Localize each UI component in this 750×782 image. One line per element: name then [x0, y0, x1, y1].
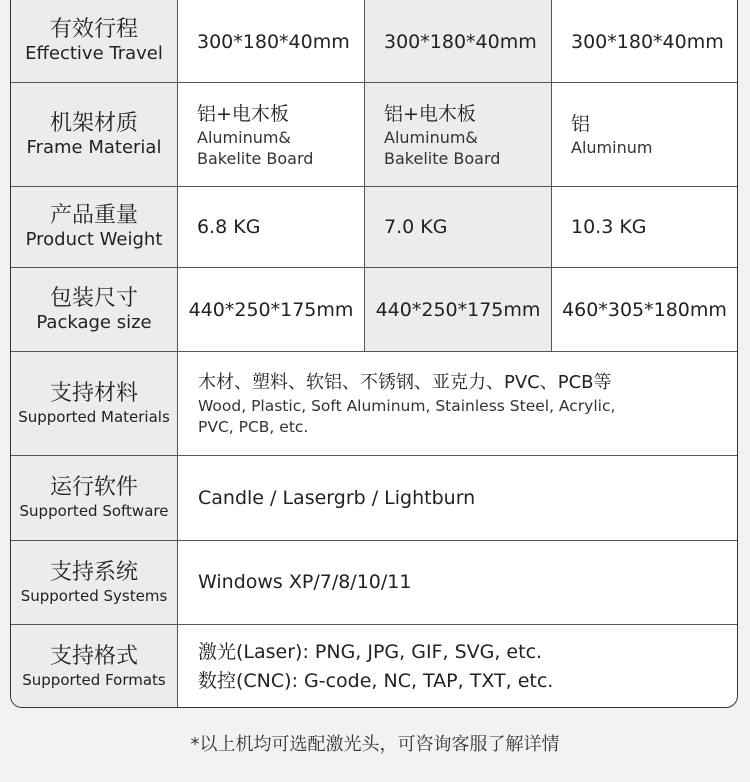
value-cell: [365, 0, 552, 82]
value-cell: [178, 0, 365, 82]
label-en: Product Weight: [25, 229, 163, 250]
materials-en: Wood, Plastic, Soft Aluminum, Stainless Steel, Acrylic,: [198, 396, 616, 415]
value-cell: [178, 625, 737, 708]
cell-en: Aluminum: [571, 138, 653, 157]
value-cell: [552, 268, 737, 351]
systems-value: Windows XP/7/8/10/11: [198, 571, 412, 593]
value-cell: [552, 83, 737, 186]
cell-text: 10.3 KG: [571, 216, 647, 238]
value-cell: [365, 83, 552, 186]
table-row: [11, 0, 737, 83]
cell-text: 300*180*40mm: [384, 30, 537, 53]
value-cell: [178, 352, 737, 455]
cell-en: Aluminum&: [384, 127, 478, 147]
label-zh: 支持格式: [49, 644, 138, 669]
row-label: [11, 625, 178, 708]
label-en: Frame Material: [26, 136, 162, 158]
label-zh: 运行软件: [49, 475, 138, 500]
label-zh: 包装尺寸: [49, 285, 138, 311]
value-cell: [178, 187, 365, 267]
row-label: [11, 187, 178, 267]
value-cell: [178, 83, 365, 186]
materials-en: PVC, PCB, etc.: [198, 417, 309, 436]
cell-text: 440*250*175mm: [188, 298, 354, 321]
cell-text: 440*250*175mm: [375, 298, 541, 321]
label-en: Supported Systems: [20, 586, 168, 605]
table-row: [11, 187, 737, 268]
footnote: *以上机均可选配激光头，可咨询客服了解详情: [190, 734, 560, 755]
value-cell: [178, 541, 737, 624]
cell-zh: 铝+电木板: [384, 102, 476, 125]
label-zh: 机架材质: [49, 110, 138, 136]
row-label: [11, 456, 178, 540]
cell-en: Bakelite Board: [384, 148, 501, 168]
table-row: [11, 456, 737, 541]
value-cell: [365, 187, 552, 267]
cell-text: 7.0 KG: [384, 216, 448, 238]
label-zh: 有效行程: [49, 16, 138, 42]
value-cell: [178, 268, 365, 351]
table-row: [11, 541, 737, 625]
cell-en: Aluminum&: [197, 127, 291, 147]
cell-en: Bakelite Board: [197, 148, 314, 168]
row-label: [11, 83, 178, 186]
label-en: Supported Formats: [22, 671, 166, 689]
row-label: [11, 541, 178, 624]
value-cell: [552, 187, 737, 267]
formats-cnc: 数控(CNC): G-code, NC, TAP, TXT, etc.: [198, 670, 554, 692]
cell-text: 6.8 KG: [197, 216, 261, 238]
label-zh: 支持材料: [49, 380, 138, 406]
label-en: Supported Software: [19, 502, 169, 520]
table-row: [11, 83, 737, 187]
row-label: [11, 268, 178, 351]
materials-zh: 木材、塑料、软铝、不锈钢、亚克力、PVC、PCB等: [198, 371, 612, 393]
label-zh: 产品重量: [49, 203, 138, 228]
value-cell: [552, 0, 737, 82]
row-label: [11, 352, 178, 455]
table-row: [11, 625, 737, 708]
label-en: Supported Materials: [18, 407, 170, 426]
label-en: Effective Travel: [25, 42, 163, 64]
cell-text: 460*305*180mm: [562, 298, 727, 321]
spec-table: [10, 0, 738, 708]
cell-text: 300*180*40mm: [197, 30, 350, 53]
cell-zh: 铝: [571, 113, 591, 135]
cell-zh: 铝+电木板: [197, 102, 289, 125]
label-en: Package size: [36, 311, 152, 333]
table-row: [11, 352, 737, 456]
row-label: [11, 0, 178, 82]
value-cell: [365, 268, 552, 351]
table-row: [11, 268, 737, 352]
formats-laser: 激光(Laser): PNG, JPG, GIF, SVG, etc.: [198, 641, 543, 663]
cell-text: 300*180*40mm: [571, 30, 724, 53]
label-zh: 支持系统: [49, 559, 138, 585]
software-value: Candle / Lasergrb / Lightburn: [198, 486, 476, 509]
value-cell: [178, 456, 737, 540]
